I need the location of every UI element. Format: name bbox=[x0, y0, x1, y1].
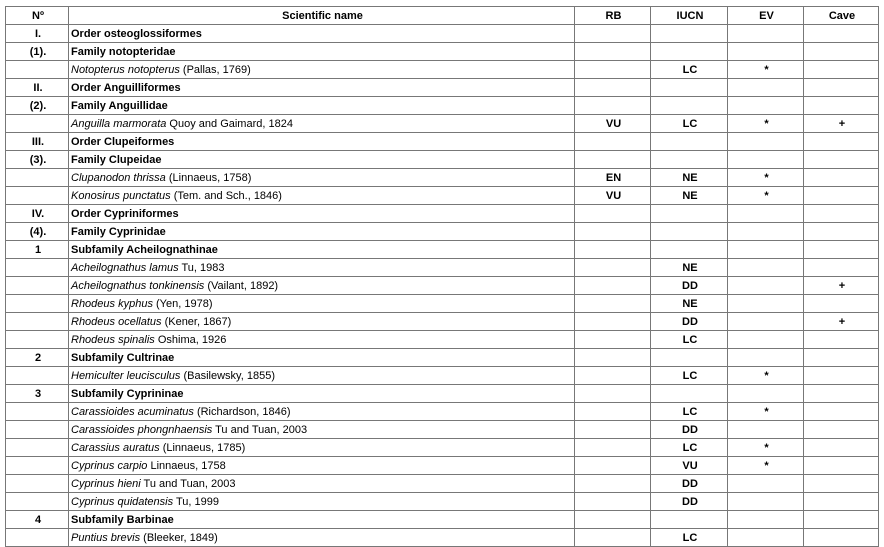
table-row bbox=[6, 421, 879, 439]
iucn-status: NE bbox=[651, 169, 728, 187]
species-name bbox=[69, 277, 575, 295]
species-name bbox=[69, 529, 575, 547]
taxon-group-name: Family notopteridae bbox=[69, 43, 575, 61]
species-binomial: Carassioides acuminatus bbox=[71, 405, 194, 418]
row-number: (3). bbox=[6, 151, 69, 169]
row-number bbox=[6, 115, 69, 133]
row-number bbox=[6, 277, 69, 295]
species-author: Linnaeus, 1758 bbox=[147, 459, 226, 472]
taxon-group-name: Order Anguilliformes bbox=[69, 79, 575, 97]
row-number bbox=[6, 493, 69, 511]
rb-status bbox=[575, 493, 651, 511]
rb-status bbox=[575, 277, 651, 295]
table-row bbox=[6, 151, 879, 169]
table-row bbox=[6, 259, 879, 277]
rb-status bbox=[575, 241, 651, 259]
rb-status: VU bbox=[575, 187, 651, 205]
row-number bbox=[6, 367, 69, 385]
ev-mark bbox=[728, 313, 804, 331]
rb-status: VU bbox=[575, 115, 651, 133]
species-binomial: Anguilla marmorata bbox=[71, 117, 167, 130]
ev-mark: * bbox=[728, 61, 804, 79]
taxon-group-name: Order Clupeiformes bbox=[69, 133, 575, 151]
iucn-status: DD bbox=[651, 421, 728, 439]
ev-mark: * bbox=[728, 187, 804, 205]
ev-mark: * bbox=[728, 367, 804, 385]
species-name bbox=[69, 295, 575, 313]
species-author: (Kener, 1867) bbox=[161, 315, 232, 328]
rb-status bbox=[575, 313, 651, 331]
rb-status bbox=[575, 439, 651, 457]
rb-status bbox=[575, 43, 651, 61]
iucn-status bbox=[651, 349, 728, 367]
iucn-status bbox=[651, 223, 728, 241]
table-row bbox=[6, 43, 879, 61]
species-name bbox=[69, 169, 575, 187]
row-number: 4 bbox=[6, 511, 69, 529]
row-number bbox=[6, 475, 69, 493]
table-row bbox=[6, 349, 879, 367]
cave-mark bbox=[804, 43, 879, 61]
species-author: (Bleeker, 1849) bbox=[140, 531, 218, 544]
table-row bbox=[6, 169, 879, 187]
ev-mark bbox=[728, 529, 804, 547]
rb-status bbox=[575, 295, 651, 313]
table-row bbox=[6, 403, 879, 421]
table-row bbox=[6, 25, 879, 43]
cave-mark bbox=[804, 421, 879, 439]
row-number: (1). bbox=[6, 43, 69, 61]
rb-status bbox=[575, 403, 651, 421]
table-row bbox=[6, 79, 879, 97]
species-binomial: Rhodeus kyphus bbox=[71, 297, 153, 310]
iucn-status: LC bbox=[651, 439, 728, 457]
row-number bbox=[6, 313, 69, 331]
ev-mark bbox=[728, 259, 804, 277]
table-row bbox=[6, 97, 879, 115]
rb-status bbox=[575, 349, 651, 367]
taxon-group-name: Subfamily Cyprininae bbox=[69, 385, 575, 403]
row-number bbox=[6, 421, 69, 439]
species-binomial: Puntius brevis bbox=[71, 531, 141, 544]
row-number: IV. bbox=[6, 205, 69, 223]
iucn-status: LC bbox=[651, 61, 728, 79]
cave-mark bbox=[804, 349, 879, 367]
rb-status bbox=[575, 25, 651, 43]
iucn-status: LC bbox=[651, 331, 728, 349]
species-author: Tu, 1999 bbox=[173, 495, 219, 508]
row-number bbox=[6, 403, 69, 421]
table-row bbox=[6, 511, 879, 529]
row-number bbox=[6, 457, 69, 475]
rb-status bbox=[575, 79, 651, 97]
row-number: I. bbox=[6, 25, 69, 43]
taxon-group-name: Family Clupeidae bbox=[69, 151, 575, 169]
ev-mark bbox=[728, 25, 804, 43]
species-table-container bbox=[5, 6, 879, 547]
rb-status bbox=[575, 223, 651, 241]
species-author: (Pallas, 1769) bbox=[179, 63, 251, 76]
cave-mark bbox=[804, 61, 879, 79]
row-number bbox=[6, 439, 69, 457]
row-number: III. bbox=[6, 133, 69, 151]
cave-mark bbox=[804, 367, 879, 385]
rb-status: EN bbox=[575, 169, 651, 187]
cave-mark bbox=[804, 259, 879, 277]
cave-mark bbox=[804, 331, 879, 349]
iucn-status bbox=[651, 151, 728, 169]
species-author: Quoy and Gaimard, 1824 bbox=[166, 117, 293, 130]
row-number bbox=[6, 529, 69, 547]
ev-mark bbox=[728, 223, 804, 241]
iucn-status: NE bbox=[651, 187, 728, 205]
row-number bbox=[6, 169, 69, 187]
species-author: Tu, 1983 bbox=[178, 261, 225, 274]
taxon-group-name: Subfamily Acheilognathinae bbox=[69, 241, 575, 259]
cave-mark bbox=[804, 493, 879, 511]
ev-mark bbox=[728, 493, 804, 511]
taxon-group-name: Order Cypriniformes bbox=[69, 205, 575, 223]
table-row bbox=[6, 439, 879, 457]
header-number: Nº bbox=[6, 7, 69, 25]
iucn-status bbox=[651, 385, 728, 403]
header-cave: Cave bbox=[804, 7, 879, 25]
species-name bbox=[69, 475, 575, 493]
table-header bbox=[6, 7, 879, 25]
rb-status bbox=[575, 421, 651, 439]
table-row bbox=[6, 61, 879, 79]
cave-mark bbox=[804, 529, 879, 547]
species-name bbox=[69, 61, 575, 79]
table-row bbox=[6, 367, 879, 385]
iucn-status: LC bbox=[651, 367, 728, 385]
header-ev: EV bbox=[728, 7, 804, 25]
header-iucn: IUCN bbox=[651, 7, 728, 25]
taxon-group-name: Subfamily Cultrinae bbox=[69, 349, 575, 367]
taxon-group-name: Family Cyprinidae bbox=[69, 223, 575, 241]
cave-mark bbox=[804, 385, 879, 403]
iucn-status: DD bbox=[651, 493, 728, 511]
table-row bbox=[6, 457, 879, 475]
rb-status bbox=[575, 259, 651, 277]
iucn-status: LC bbox=[651, 115, 728, 133]
ev-mark: * bbox=[728, 439, 804, 457]
iucn-status: LC bbox=[651, 403, 728, 421]
species-author: Oshima, 1926 bbox=[154, 333, 227, 346]
cave-mark bbox=[804, 295, 879, 313]
species-binomial: Notopterus notopterus bbox=[71, 63, 180, 76]
species-author: Tu and Tuan, 2003 bbox=[212, 423, 308, 436]
species-author: (Tem. and Sch., 1846) bbox=[170, 189, 282, 202]
species-binomial: Carassius auratus bbox=[71, 441, 160, 454]
ev-mark bbox=[728, 97, 804, 115]
species-binomial: Hemiculter leucisculus bbox=[71, 369, 181, 382]
table-row bbox=[6, 223, 879, 241]
rb-status bbox=[575, 151, 651, 169]
table-row bbox=[6, 475, 879, 493]
table-row bbox=[6, 205, 879, 223]
taxon-group-name: Family Anguillidae bbox=[69, 97, 575, 115]
cave-mark bbox=[804, 475, 879, 493]
cave-mark bbox=[804, 79, 879, 97]
species-author: (Vailant, 1892) bbox=[204, 279, 279, 292]
iucn-status: LC bbox=[651, 529, 728, 547]
row-number bbox=[6, 331, 69, 349]
species-author: (Linnaeus, 1785) bbox=[159, 441, 246, 454]
ev-mark bbox=[728, 277, 804, 295]
ev-mark bbox=[728, 421, 804, 439]
iucn-status: DD bbox=[651, 277, 728, 295]
table-row bbox=[6, 115, 879, 133]
species-author: (Basilewsky, 1855) bbox=[180, 369, 275, 382]
ev-mark bbox=[728, 295, 804, 313]
cave-mark bbox=[804, 511, 879, 529]
header-row bbox=[6, 7, 879, 25]
rb-status bbox=[575, 205, 651, 223]
table-row bbox=[6, 529, 879, 547]
species-name bbox=[69, 457, 575, 475]
row-number: 2 bbox=[6, 349, 69, 367]
cave-mark bbox=[804, 223, 879, 241]
table-row bbox=[6, 493, 879, 511]
species-name bbox=[69, 493, 575, 511]
table-row bbox=[6, 241, 879, 259]
table-body bbox=[6, 25, 879, 547]
rb-status bbox=[575, 133, 651, 151]
species-binomial: Carassioides phongnhaensis bbox=[71, 423, 213, 436]
cave-mark: + bbox=[804, 115, 879, 133]
iucn-status bbox=[651, 43, 728, 61]
iucn-status bbox=[651, 511, 728, 529]
row-number: (2). bbox=[6, 97, 69, 115]
ev-mark bbox=[728, 331, 804, 349]
row-number: 3 bbox=[6, 385, 69, 403]
iucn-status: VU bbox=[651, 457, 728, 475]
table-row bbox=[6, 313, 879, 331]
species-binomial: Cyprinus quidatensis bbox=[71, 495, 174, 508]
rb-status bbox=[575, 475, 651, 493]
cave-mark bbox=[804, 97, 879, 115]
iucn-status bbox=[651, 133, 728, 151]
table-row bbox=[6, 385, 879, 403]
table-row bbox=[6, 295, 879, 313]
row-number: 1 bbox=[6, 241, 69, 259]
taxon-group-name: Order osteoglossiformes bbox=[69, 25, 575, 43]
header-scientific-name: Scientific name bbox=[69, 7, 575, 25]
species-name bbox=[69, 421, 575, 439]
species-name bbox=[69, 367, 575, 385]
header-rb: RB bbox=[575, 7, 651, 25]
ev-mark bbox=[728, 241, 804, 259]
rb-status bbox=[575, 529, 651, 547]
ev-mark: * bbox=[728, 169, 804, 187]
ev-mark bbox=[728, 475, 804, 493]
species-name bbox=[69, 403, 575, 421]
cave-mark bbox=[804, 151, 879, 169]
cave-mark bbox=[804, 133, 879, 151]
ev-mark bbox=[728, 43, 804, 61]
iucn-status bbox=[651, 25, 728, 43]
rb-status bbox=[575, 511, 651, 529]
species-binomial: Rhodeus ocellatus bbox=[71, 315, 162, 328]
ev-mark bbox=[728, 511, 804, 529]
ev-mark: * bbox=[728, 457, 804, 475]
iucn-status: NE bbox=[651, 259, 728, 277]
species-table bbox=[5, 6, 879, 547]
cave-mark: + bbox=[804, 277, 879, 295]
iucn-status bbox=[651, 97, 728, 115]
ev-mark: * bbox=[728, 115, 804, 133]
row-number bbox=[6, 187, 69, 205]
species-binomial: Cyprinus carpio bbox=[71, 459, 148, 472]
cave-mark bbox=[804, 169, 879, 187]
iucn-status bbox=[651, 241, 728, 259]
row-number bbox=[6, 61, 69, 79]
iucn-status: NE bbox=[651, 295, 728, 313]
row-number bbox=[6, 259, 69, 277]
species-name bbox=[69, 439, 575, 457]
species-binomial: Konosirus punctatus bbox=[71, 189, 171, 202]
cave-mark bbox=[804, 187, 879, 205]
iucn-status bbox=[651, 79, 728, 97]
rb-status bbox=[575, 457, 651, 475]
rb-status bbox=[575, 331, 651, 349]
species-name bbox=[69, 115, 575, 133]
ev-mark: * bbox=[728, 403, 804, 421]
cave-mark bbox=[804, 25, 879, 43]
table-row bbox=[6, 277, 879, 295]
cave-mark bbox=[804, 241, 879, 259]
cave-mark: + bbox=[804, 313, 879, 331]
ev-mark bbox=[728, 133, 804, 151]
row-number bbox=[6, 295, 69, 313]
ev-mark bbox=[728, 151, 804, 169]
species-author: (Richardson, 1846) bbox=[193, 405, 291, 418]
species-binomial: Rhodeus spinalis bbox=[71, 333, 155, 346]
rb-status bbox=[575, 97, 651, 115]
iucn-status: DD bbox=[651, 475, 728, 493]
species-binomial: Acheilognathus tonkinensis bbox=[71, 279, 205, 292]
cave-mark bbox=[804, 403, 879, 421]
cave-mark bbox=[804, 457, 879, 475]
table-row bbox=[6, 133, 879, 151]
iucn-status: DD bbox=[651, 313, 728, 331]
row-number: II. bbox=[6, 79, 69, 97]
species-binomial: Acheilognathus lamus bbox=[71, 261, 179, 274]
species-author: (Yen, 1978) bbox=[152, 297, 213, 310]
table-row bbox=[6, 331, 879, 349]
species-name bbox=[69, 259, 575, 277]
species-binomial: Cyprinus hieni bbox=[71, 477, 141, 490]
species-author: Tu and Tuan, 2003 bbox=[140, 477, 236, 490]
species-name bbox=[69, 187, 575, 205]
species-name bbox=[69, 331, 575, 349]
species-binomial: Clupanodon thrissa bbox=[71, 171, 166, 184]
rb-status bbox=[575, 385, 651, 403]
taxon-group-name: Subfamily Barbinae bbox=[69, 511, 575, 529]
ev-mark bbox=[728, 205, 804, 223]
rb-status bbox=[575, 367, 651, 385]
rb-status bbox=[575, 61, 651, 79]
species-name bbox=[69, 313, 575, 331]
cave-mark bbox=[804, 205, 879, 223]
species-author: (Linnaeus, 1758) bbox=[165, 171, 252, 184]
ev-mark bbox=[728, 385, 804, 403]
row-number: (4). bbox=[6, 223, 69, 241]
ev-mark bbox=[728, 79, 804, 97]
ev-mark bbox=[728, 349, 804, 367]
iucn-status bbox=[651, 205, 728, 223]
table-row bbox=[6, 187, 879, 205]
cave-mark bbox=[804, 439, 879, 457]
